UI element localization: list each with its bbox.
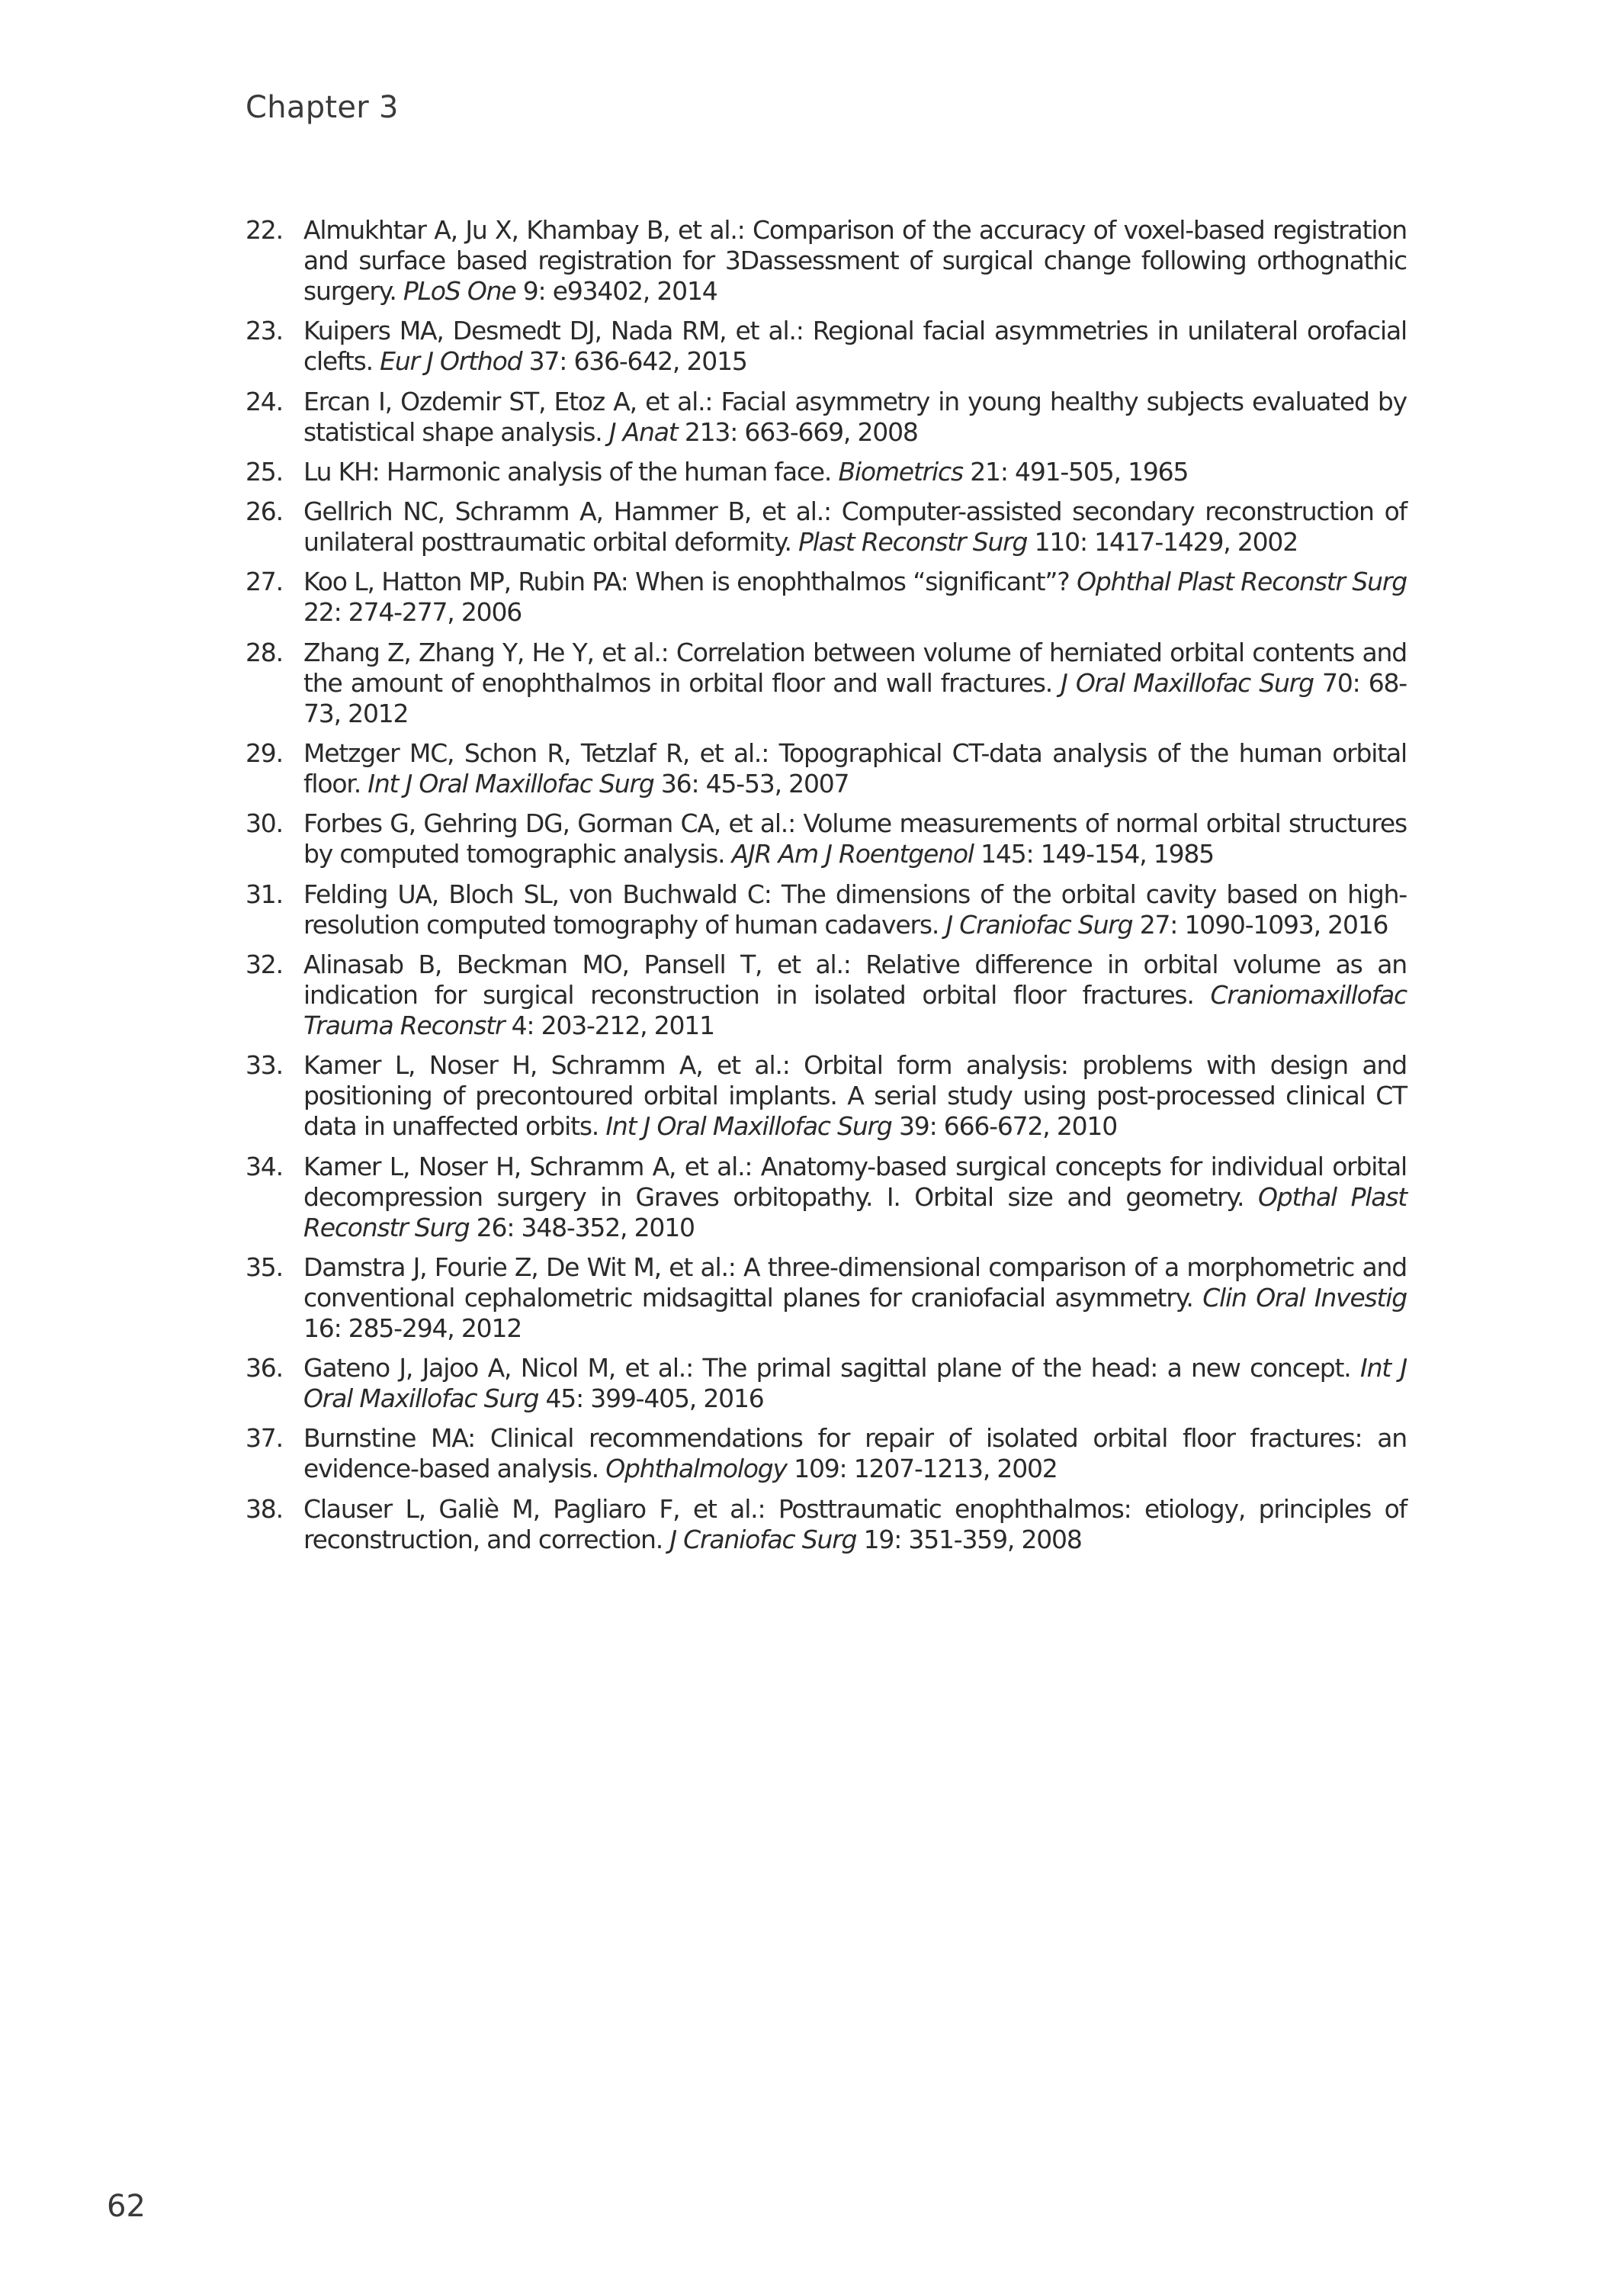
reference-citation: 109: 1207-1213, 2002 <box>786 1454 1058 1484</box>
reference-journal: J Oral Maxillofac Surg <box>1061 667 1314 698</box>
reference-number: 25. <box>246 456 283 487</box>
reference-number: 35. <box>246 1252 283 1282</box>
reference-text <box>303 1423 1407 1484</box>
reference-authors-title: Metzger MC, Schon R, Tetzlaf R, et al.: Topographical CT-data analysis of the human orbital floor. <box>303 738 1407 799</box>
reference-number: 29. <box>246 738 283 769</box>
reference-item <box>246 1494 1407 1555</box>
reference-authors-title: Forbes G, Gehring DG, Gorman CA, et al.: Volume measurements of normal orbital structures by computed tomographic analysis. <box>303 808 1407 869</box>
reference-journal: Eur J Orthod <box>380 346 522 377</box>
reference-authors-title: Gateno J, Jajoo A, Nicol M, et al.: The primal sagittal plane of the head: a new concept. <box>303 1353 1361 1383</box>
chapter-header: Chapter 3 <box>246 90 399 125</box>
reference-citation: 110: 1417-1429, 2002 <box>1027 527 1298 558</box>
reference-text <box>303 457 1407 487</box>
reference-citation: 9: e93402, 2014 <box>515 276 717 306</box>
reference-number: 24. <box>246 386 283 416</box>
reference-citation: 22: 274-277, 2006 <box>303 597 522 628</box>
reference-authors-title: Almukhtar A, Ju X, Khambay B, et al.: Comparison of the accuracy of voxel-based registration and surface based registration for 3Dassessment of surgical change following orthognathic surgery. <box>303 215 1407 306</box>
reference-authors-title: Ercan I, Ozdemir ST, Etoz A, et al.: Facial asymmetry in young healthy subjects evaluated by statistical shape analysis. <box>303 386 1407 447</box>
reference-citation: 70: 68-73, 2012 <box>303 667 1407 728</box>
reference-authors-title: Burnstine MA: Clinical recommendations for repair of isolated orbital floor fractures: an evidence-based analysis. <box>303 1423 1407 1484</box>
reference-journal: Clin Oral Investig <box>1202 1282 1407 1313</box>
reference-citation: 19: 351-359, 2008 <box>856 1524 1082 1554</box>
reference-citation: 37: 636-642, 2015 <box>522 346 747 377</box>
reference-citation: 16: 285-294, 2012 <box>303 1313 522 1343</box>
reference-text <box>303 1252 1407 1344</box>
reference-citation: 45: 399-405, 2016 <box>538 1383 764 1414</box>
reference-number: 22. <box>246 215 283 245</box>
reference-journal: Biometrics <box>838 456 963 487</box>
reference-journal: J Craniofac Surg <box>945 909 1133 940</box>
reference-authors-title: Gellrich NC, Schramm A, Hammer B, et al.: Computer-assisted secondary reconstruction of unilateral posttraumatic orbital deformity. <box>303 496 1407 558</box>
reference-list <box>246 215 1407 1564</box>
reference-journal: Opthal Plast Reconstr Surg <box>303 1181 1407 1242</box>
reference-item <box>246 496 1407 558</box>
reference-journal: Plast Reconstr Surg <box>798 527 1028 558</box>
reference-citation: 36: 45-53, 2007 <box>653 769 849 799</box>
reference-item <box>246 215 1407 307</box>
reference-number: 31. <box>246 879 283 909</box>
reference-authors-title: Zhang Z, Zhang Y, He Y, et al.: Correlation between volume of herniated orbital contents and the amount of enophthalmos in orbital floor and wall fractures. <box>303 637 1407 698</box>
reference-authors-title: Kamer L, Noser H, Schramm A, et al.: Anatomy-based surgical concepts for individual orbital decompression surgery in Graves orbitopathy. I. Orbital size and geometry. <box>303 1151 1407 1212</box>
reference-text <box>303 1152 1407 1243</box>
reference-item <box>246 387 1407 448</box>
reference-text <box>303 215 1407 307</box>
reference-text <box>303 738 1407 799</box>
reference-number: 38. <box>246 1493 283 1524</box>
reference-journal: Ophthalmology <box>605 1454 787 1484</box>
reference-authors-title: Kamer L, Noser H, Schramm A, et al.: Orbital form analysis: problems with design and positioning of precontoured orbital implants. A serial study using post-processed clinical CT data in unaffected orbits. <box>303 1050 1407 1142</box>
reference-journal: PLoS One <box>403 276 516 306</box>
reference-journal: J Craniofac Surg <box>669 1524 857 1554</box>
reference-number: 23. <box>246 316 283 346</box>
reference-text <box>303 316 1407 377</box>
reference-number: 36. <box>246 1353 283 1383</box>
reference-citation: 39: 666-672, 2010 <box>891 1111 1118 1142</box>
reference-number: 33. <box>246 1050 283 1081</box>
reference-item <box>246 950 1407 1041</box>
reference-text <box>303 1353 1407 1414</box>
reference-journal: Craniomaxillofac Trauma Reconstr <box>303 979 1407 1040</box>
reference-citation: 21: 491-505, 1965 <box>962 456 1189 487</box>
page-number: 62 <box>107 2189 146 2224</box>
reference-journal: Int J Oral Maxillofac Surg <box>605 1111 892 1142</box>
reference-number: 28. <box>246 637 283 667</box>
reference-authors-title: Clauser L, Galiè M, Pagliaro F, et al.: Posttraumatic enophthalmos: etiology, principles of reconstruction, and correction. <box>303 1493 1407 1554</box>
reference-journal: AJR Am J Roentgenol <box>731 839 974 869</box>
reference-text <box>303 950 1407 1041</box>
reference-item <box>246 1152 1407 1243</box>
reference-citation: 4: 203-212, 2011 <box>504 1010 714 1040</box>
reference-citation: 213: 663-669, 2008 <box>677 416 918 447</box>
reference-citation: 145: 149-154, 1985 <box>973 839 1214 869</box>
reference-item <box>246 316 1407 377</box>
reference-item <box>246 1252 1407 1344</box>
reference-text <box>303 638 1407 729</box>
reference-citation: 27: 1090-1093, 2016 <box>1132 909 1388 940</box>
reference-authors-title: Damstra J, Fourie Z, De Wit M, et al.: A three-dimensional comparison of a morphometric and conventional cephalometric midsagittal planes for craniofacial asymmetry. <box>303 1252 1407 1313</box>
reference-authors-title: Alinasab B, Beckman MO, Pansell T, et al.: Relative difference in orbital volume as an indication for surgical reconstruction in isolated orbital floor fractures. <box>303 949 1407 1010</box>
reference-authors-title: Lu KH: Harmonic analysis of the human face. <box>303 456 839 487</box>
reference-number: 37. <box>246 1423 283 1454</box>
reference-journal: J Anat <box>608 416 678 447</box>
reference-text <box>303 808 1407 869</box>
reference-text <box>303 567 1407 628</box>
reference-journal: Ophthal Plast Reconstr Surg <box>1077 567 1407 597</box>
reference-text <box>303 1494 1407 1555</box>
reference-item <box>246 738 1407 799</box>
reference-number: 27. <box>246 567 283 597</box>
reference-item <box>246 1423 1407 1484</box>
reference-item <box>246 808 1407 869</box>
reference-text <box>303 1050 1407 1142</box>
reference-item <box>246 1353 1407 1414</box>
reference-journal: Int J Oral Maxillofac Surg <box>303 1353 1407 1414</box>
reference-item <box>246 567 1407 628</box>
reference-text <box>303 387 1407 448</box>
reference-item <box>246 638 1407 729</box>
reference-text <box>303 879 1407 940</box>
reference-authors-title: Felding UA, Bloch SL, von Buchwald C: The dimensions of the orbital cavity based on high-resolution computed tomography of human cadavers. <box>303 879 1407 940</box>
reference-authors-title: Koo L, Hatton MP, Rubin PA: When is enophthalmos “significant”? <box>303 567 1077 597</box>
reference-text <box>303 496 1407 558</box>
reference-number: 34. <box>246 1151 283 1181</box>
reference-item <box>246 1050 1407 1142</box>
reference-number: 26. <box>246 496 283 527</box>
reference-authors-title: Kuipers MA, Desmedt DJ, Nada RM, et al.: Regional facial asymmetries in unilateral orofacial clefts. <box>303 316 1407 377</box>
reference-citation: 26: 348-352, 2010 <box>469 1212 695 1242</box>
reference-number: 32. <box>246 949 283 979</box>
reference-item <box>246 457 1407 487</box>
reference-journal: Int J Oral Maxillofac Surg <box>367 769 654 799</box>
reference-item <box>246 879 1407 940</box>
reference-number: 30. <box>246 808 283 839</box>
